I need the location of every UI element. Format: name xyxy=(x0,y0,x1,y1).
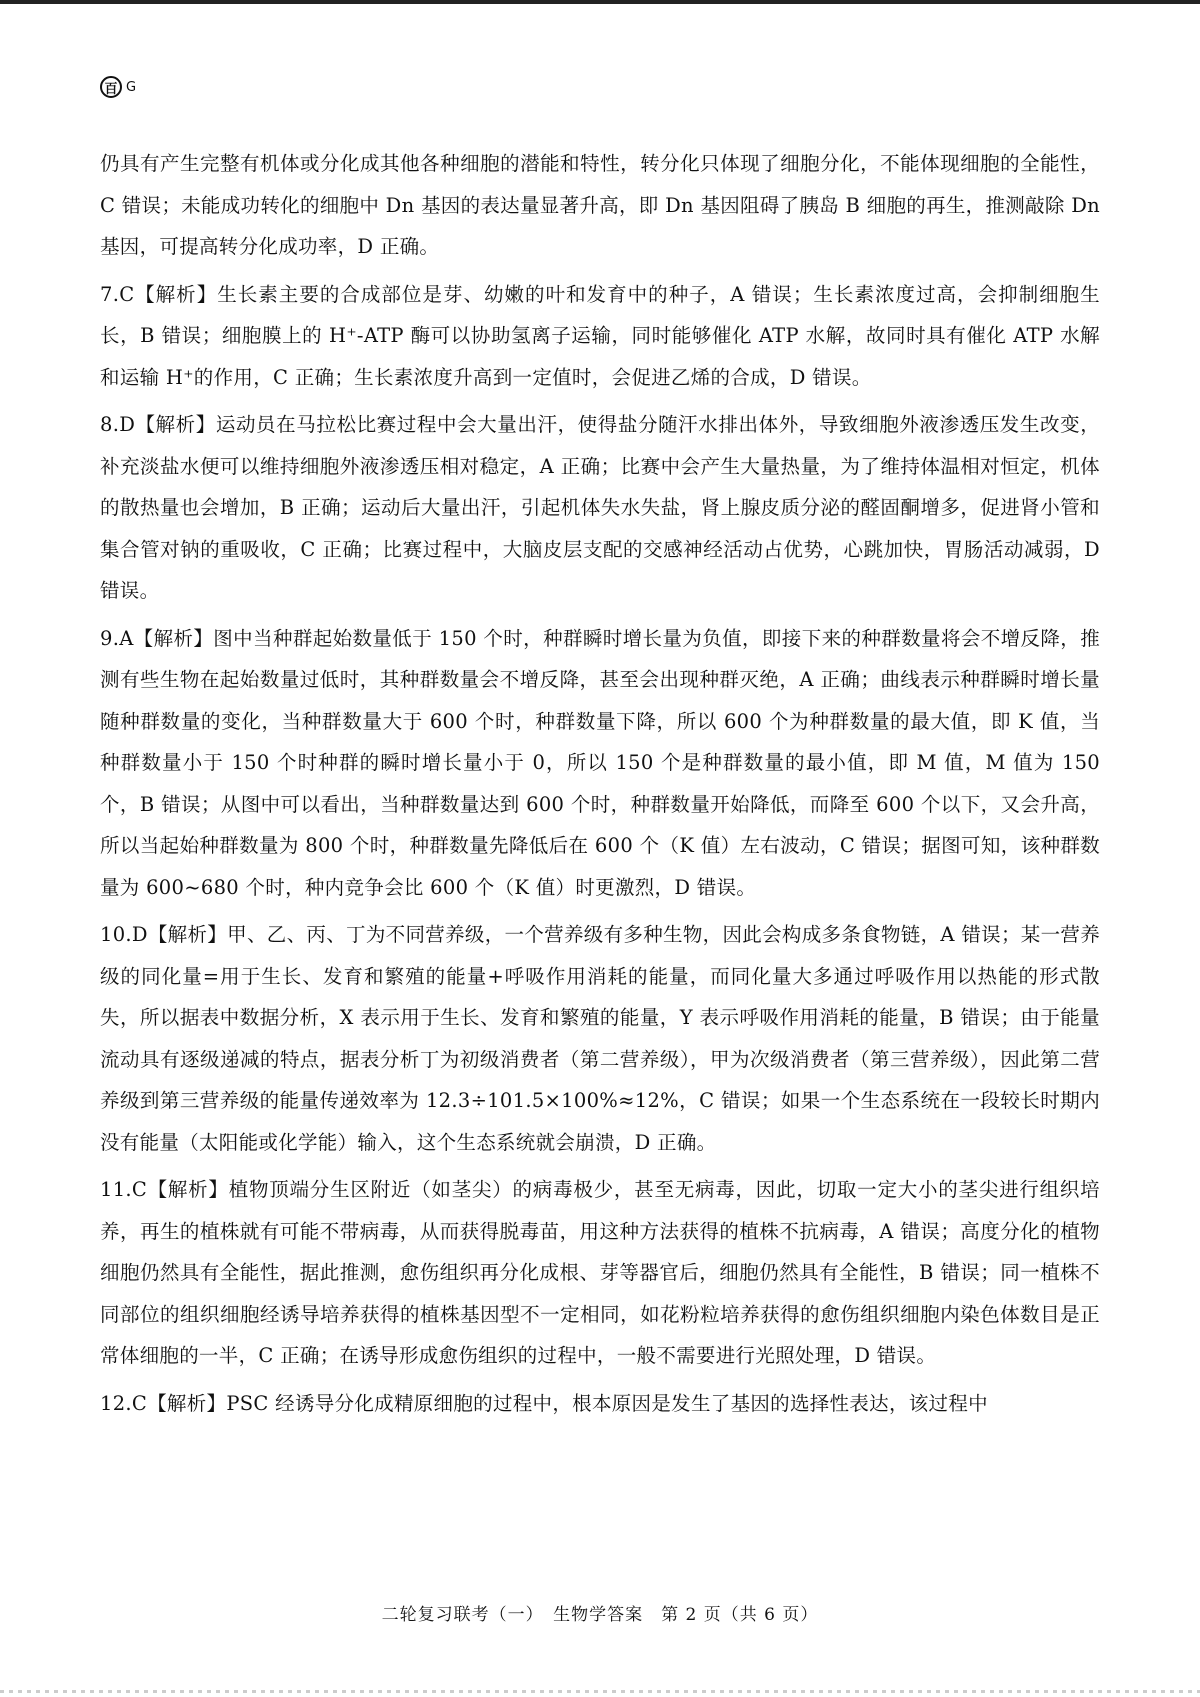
answer-number: 9.A【解析】 xyxy=(100,626,214,650)
answer-number: 7.C【解析】 xyxy=(100,282,218,306)
answer-text: 甲、乙、丙、丁为不同营养级，一个营养级有多种生物，因此会构成多条食物链，A 错误；某一营养级的同化量=用于生长、发育和繁殖的能量+呼吸作用消耗的能量，而同化量大多通过呼吸作用以热能的形式散失，所以据表中数据分析，X 表示用于生长、发育和繁殖的能量，Y 表示呼吸作用消耗的能量，B 错误；由于能量流动具有逐级递减的特点，据表分析丁为初级消费者（第二营养级），甲为次级消费者（第三营养级），因此第二营养级到第三营养级的能量传递效率为 12.3÷101.5×100%≈12%，C 错误；如果一个生态系统在一段较长时期内没有能量（太阳能或化学能）输入，这个生态系统就会崩溃，D 正确。 xyxy=(100,923,1101,1154)
answer-8 xyxy=(100,404,1100,612)
answer-12 xyxy=(100,1383,1100,1425)
answer-text: 仍具有产生完整有机体或分化成其他各种细胞的潜能和特性，转分化只体现了细胞分化，不能体现细胞的全能性，C 错误；未能成功转化的细胞中 Dn 基因的表达量显著升高，即 Dn 基因阻碍了胰岛 B 细胞的再生，推测敲除 Dn 基因，可提高转分化成功率，D 正确。 xyxy=(100,152,1100,258)
answer-number: 11.C【解析】 xyxy=(100,1178,229,1201)
answer-number: 8.D【解析】 xyxy=(100,413,216,436)
answer-9 xyxy=(100,618,1100,909)
top-border xyxy=(0,0,1200,4)
publisher-logo xyxy=(100,76,136,98)
logo-letter: G xyxy=(126,79,137,95)
answer-11 xyxy=(100,1169,1100,1377)
answer-text: 图中当种群起始数量低于 150 个时，种群瞬时增长量为负值，即接下来的种群数量将会不增反降，推测有些生物在起始数量过低时，其种群数量会不增反降，甚至会出现种群灭绝，A 正确；曲线表示种群瞬时增长量随种群数量的变化，当种群数量大于 600 个时，种群数量下降，所以 600 个为种群数量的最大值，即 K 值，当种群数量小于 150 个时种群的瞬时增长量小于 0，所以 150 个是种群数量的最小值，即 M 值，M 值为 150 个，B 错误；从图中可以看出，当种群数量达到 600 个时，种群数量开始降低，而降至 600 个以下，又会升高，所以当起始种群数量为 800 个时，种群数量先降低后在 600 个（K 值）左右波动，C 错误；据图可知，该种群数量为 600~680 个时，种内竞争会比 600 个（K 值）时更激烈，D 错误。 xyxy=(100,626,1100,899)
answer-10 xyxy=(100,914,1100,1163)
logo-circle-icon xyxy=(100,76,122,98)
paragraph-continuation xyxy=(100,143,1100,268)
answer-text: PSC 经诱导分化成精原细胞的过程中，根本原因是发生了基因的选择性表达，该过程中 xyxy=(226,1391,988,1415)
answer-text: 生长素主要的合成部位是芽、幼嫩的叶和发育中的种子，A 错误；生长素浓度过高，会抑制细胞生长，B 错误；细胞膜上的 H⁺-ATP 酶可以协助氢离子运输，同时能够催化 ATP 水解，故同时具有催化 ATP 水解和运输 H⁺的作用，C 正确；生长素浓度升高到一定值时，会促进乙烯的合成，D 错误。 xyxy=(100,282,1100,389)
answer-text: 植物顶端分生区附近（如茎尖）的病毒极少，甚至无病毒，因此，切取一定大小的茎尖进行组织培养，再生的植株就有可能不带病毒，从而获得脱毒苗，用这种方法获得的植株不抗病毒，A 错误；高度分化的植物细胞仍然具有全能性，据此推测，愈伤组织再分化成根、芽等器官后，细胞仍然具有全能性，B 错误；同一植株不同部位的组织细胞经诱导培养获得的植株基因型不一定相同，如花粉粒培养获得的愈伤组织细胞内染色体数目是正常体细胞的一半，C 正确；在诱导形成愈伤组织的过程中，一般不需要进行光照处理，D 错误。 xyxy=(100,1178,1100,1367)
answer-content xyxy=(100,143,1100,1430)
page-footer: 二轮复习联考（一） 生物学答案 第 2 页（共 6 页） xyxy=(381,1605,819,1625)
scan-edge xyxy=(0,1690,1200,1693)
answer-text: 运动员在马拉松比赛过程中会大量出汗，使得盐分随汗水排出体外，导致细胞外液渗透压发生改变，补充淡盐水便可以维持细胞外液渗透压相对稳定，A 正确；比赛中会产生大量热量，为了维持体温相对恒定，机体的散热量也会增加，B 正确；运动后大量出汗，引起机体失水失盐，肾上腺皮质分泌的醛固酮增多，促进肾小管和集合管对钠的重吸收，C 正确；比赛过程中，大脑皮层支配的交感神经活动占优势，心跳加快，胃肠活动减弱，D 错误。 xyxy=(100,413,1101,602)
answer-number: 10.D【解析】 xyxy=(100,923,228,946)
answer-7 xyxy=(100,274,1100,399)
logo-char: 百 xyxy=(104,81,118,97)
answer-number: 12.C【解析】 xyxy=(100,1391,227,1415)
